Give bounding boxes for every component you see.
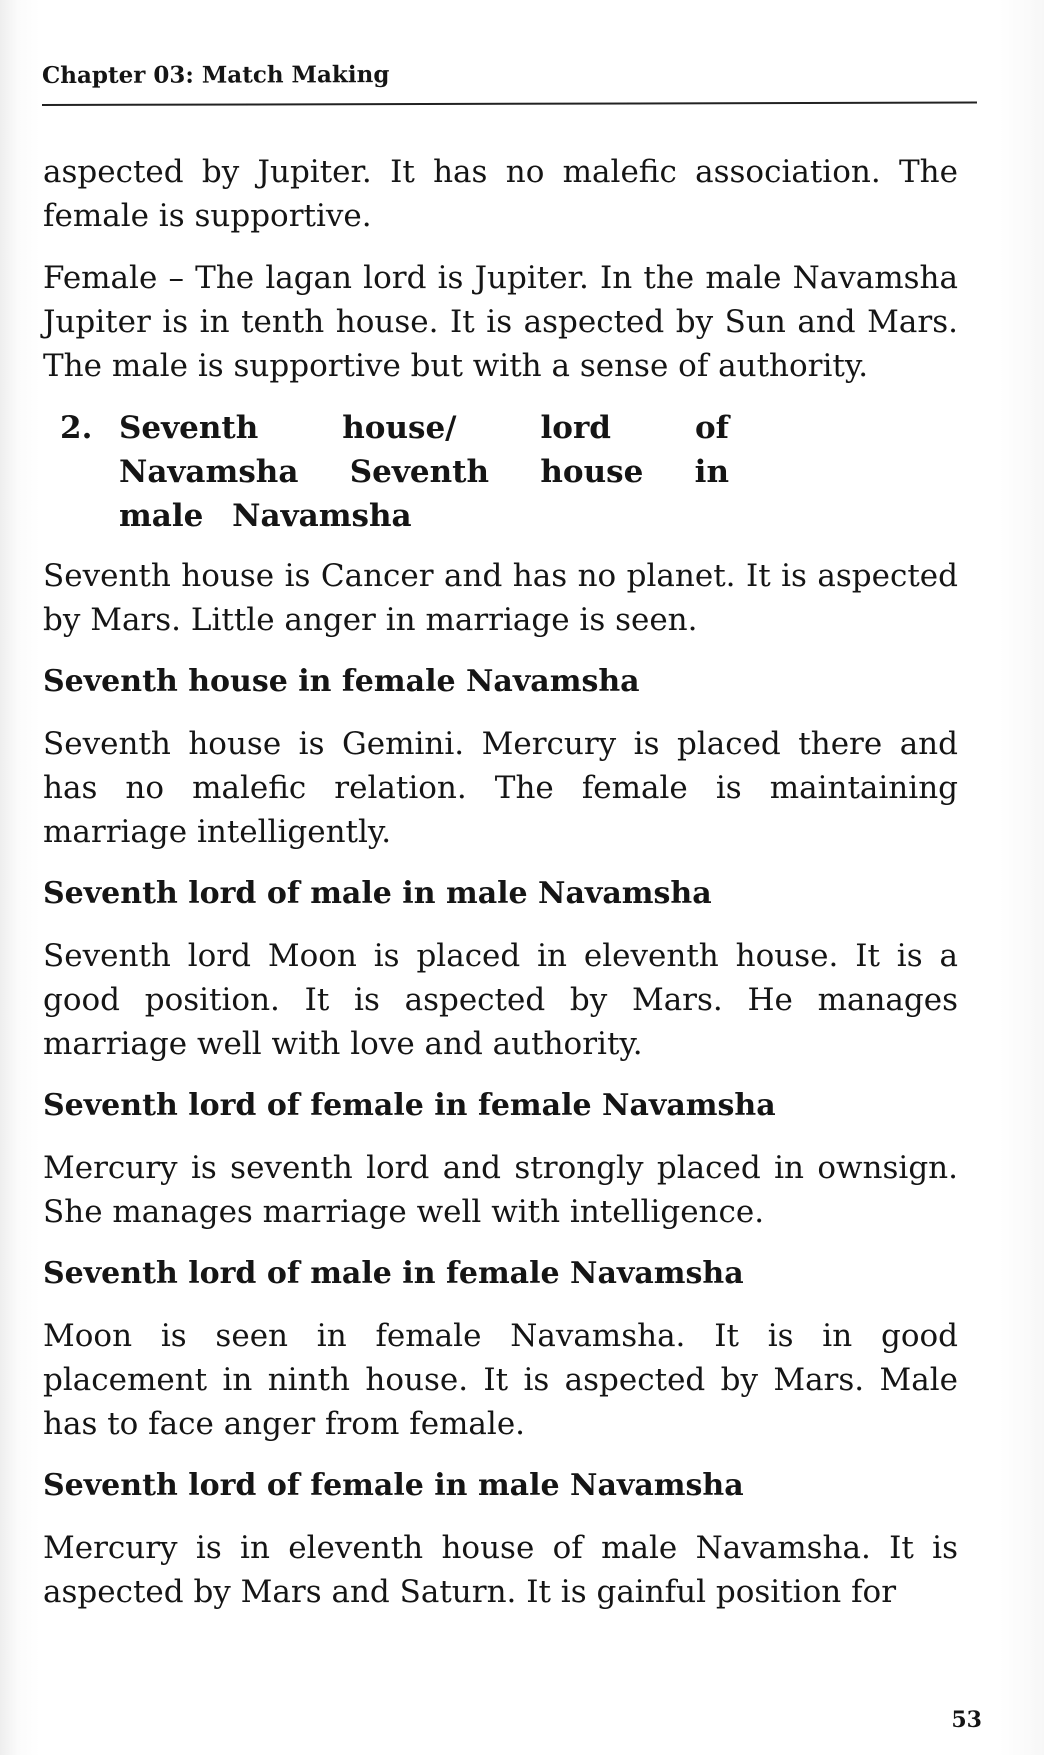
paragraph-female-lagan-lord: Female – The lagan lord is Jupiter. In the male Navamsha Jupiter is in tenth house. It is aspected by Sun and Mars. The male is supportive but with a sense of authority.	[43, 260, 958, 384]
chapter-header	[42, 56, 977, 106]
heading-seventh-lord-male-female: Seventh lord of male in female Navamsha	[43, 1256, 744, 1291]
chapter-title: Chapter 03: Match Making	[41, 61, 390, 90]
heading-seventh-lord-female-male: Seventh lord of female in male Navamsha	[43, 1468, 744, 1503]
paragraph-jupiter-aspect: aspected by Jupiter. It has no malefic association. The female is supportive.	[43, 154, 958, 234]
paragraph-mercury-ownsign: Mercury is seventh lord and strongly placed in ownsign. She manages marriage well with intelligence.	[43, 1150, 958, 1230]
section-number: 2.	[60, 410, 93, 446]
heading-seventh-lord-female-female: Seventh lord of female in female Navamsha	[43, 1088, 776, 1123]
heading-seventh-lord-male-male: Seventh lord of male in male Navamsha	[43, 876, 712, 911]
paragraph-mercury-male-navamsha: Mercury is in eleventh house of male Navamsha. It is aspected by Mars and Saturn. It is gainful position for	[43, 1530, 958, 1610]
heading-seventh-house-female: Seventh house in female Navamsha	[43, 664, 640, 699]
paragraph-moon-female-navamsha: Moon is seen in female Navamsha. It is in good placement in ninth house. It is aspected by Mars. Male has to face anger from female.	[43, 1318, 958, 1442]
page-number: 53	[951, 1707, 982, 1733]
page-content	[43, 150, 958, 1632]
paragraph-seventh-house-gemini: Seventh house is Gemini. Mercury is placed there and has no malefic relation. The female is maintaining marriage intelligently.	[43, 726, 958, 850]
numbered-section-heading	[43, 406, 958, 538]
section-title: Seventh house/ lord of Navamsha Seventh house in male Navamsha	[119, 410, 729, 534]
paragraph-seventh-lord-moon: Seventh lord Moon is placed in eleventh house. It is a good position. It is aspected by Mars. He manages marriage well with love and authority.	[43, 938, 958, 1062]
paragraph-seventh-house-cancer: Seventh house is Cancer and has no planet. It is aspected by Mars. Little anger in marriage is seen.	[43, 558, 958, 638]
